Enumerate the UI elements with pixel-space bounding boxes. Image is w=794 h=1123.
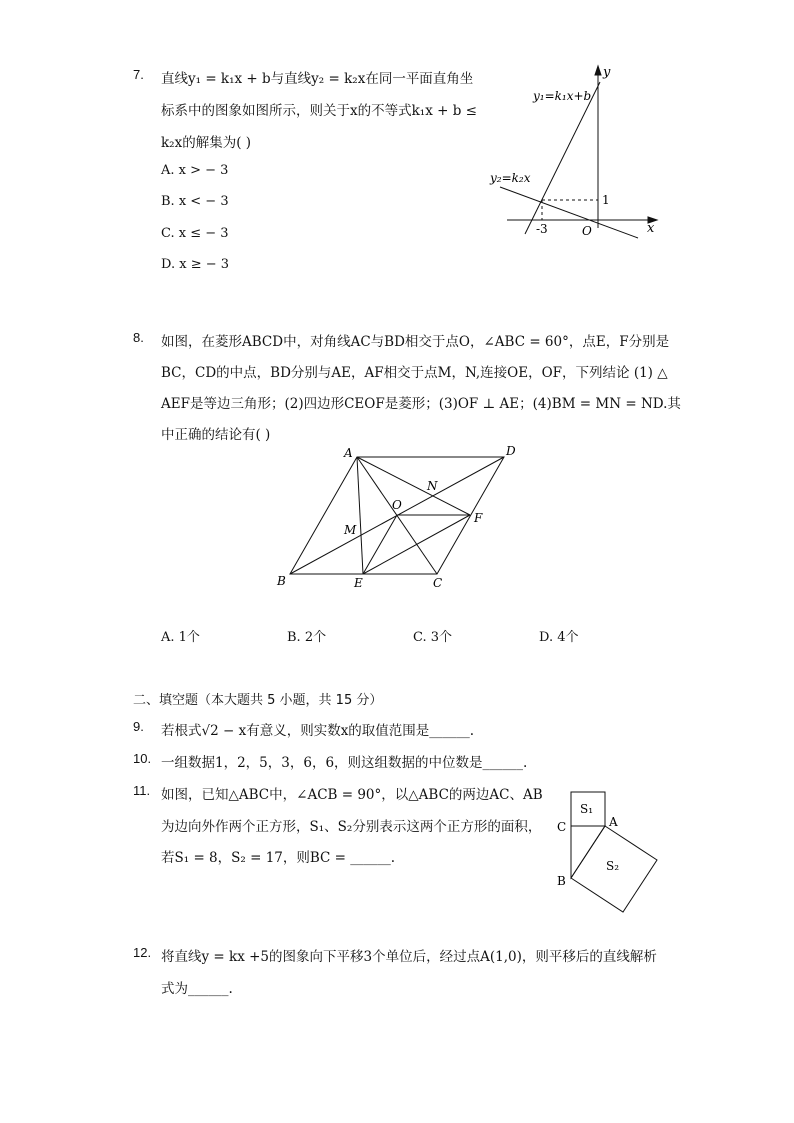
point-o-label: O: [392, 498, 402, 512]
question-text-line: 若S₁ = 8，S₂ = 17，则BC = ______.: [161, 850, 396, 866]
line-y1: [525, 82, 600, 234]
question-number: 10.: [133, 751, 152, 766]
question-text-line: 一组数据1，2，5，3，6，6，则这组数据的中位数是______.: [161, 755, 528, 771]
section-title: 二、填空题（本大题共 5 小题，共 15 分）: [133, 693, 383, 708]
point-b-label: B: [557, 874, 566, 888]
question-text-line: 为边向外作两个正方形，S₁、S₂分别表示这两个正方形的面积，: [161, 819, 542, 835]
point-m-label: M: [344, 523, 357, 537]
option-b: B. 2个: [287, 630, 327, 645]
question-number: 9.: [133, 719, 144, 734]
q8-rhombus-figure: [270, 440, 530, 595]
point-d-label: D: [506, 444, 516, 458]
segment-ae: [357, 457, 363, 574]
question-text-line: 如图，已知△ABC中，∠ACB = 90°，以△ABC的两边AC、AB: [161, 787, 543, 803]
option-a: A. x > − 3: [161, 163, 229, 178]
question-number: 8.: [133, 330, 144, 345]
question-text-line: 若根式√2 − x有意义，则实数x的取值范围是______.: [161, 723, 475, 739]
question-text-line: 中正确的结论有( ): [161, 427, 271, 443]
s1-label: S₁: [580, 802, 594, 816]
option-d: D. x ≥ − 3: [161, 257, 230, 272]
point-c-label: C: [557, 820, 567, 834]
question-text-line: BC，CD的中点，BD分别与AE，AF相交于点M，N,连接OE，OF，下列结论 (1) △: [161, 365, 668, 381]
s2-label: S₂: [606, 859, 620, 873]
option-a: A. 1个: [161, 630, 200, 645]
point-f-label: F: [474, 511, 483, 525]
question-text-line: 标系中的图象如图所示，则关于x的不等式k₁x + b ≤: [161, 103, 477, 119]
point-c-label: C: [433, 576, 443, 590]
tick-label-y: 1: [602, 193, 610, 207]
tick-label-x: -3: [536, 222, 548, 236]
question-text-line: AEF是等边三角形；(2)四边形CEOF是菱形；(3)OF ⊥ AE；(4)BM = MN = ND.其: [161, 396, 681, 412]
question-number: 7.: [133, 67, 144, 82]
point-e-label: E: [354, 576, 363, 590]
y-axis-arrow: [595, 66, 601, 75]
question-text-line: 式为______.: [161, 981, 233, 997]
question-number: 12.: [133, 945, 152, 960]
x-axis-label: x: [647, 221, 655, 236]
q7-graph: [485, 60, 665, 245]
line-y1-label: y₁=k₁x+b: [533, 89, 592, 103]
point-b-label: B: [277, 574, 286, 588]
option-c: C. x ≤ − 3: [161, 226, 229, 241]
option-b: B. x < − 3: [161, 194, 229, 209]
question-text-line: k₂x的解集为( ): [161, 135, 252, 151]
y-axis-label: y: [603, 65, 611, 80]
option-d: D. 4个: [539, 630, 579, 645]
point-a-label: A: [344, 446, 353, 460]
point-n-label: N: [427, 479, 438, 493]
origin-label: O: [582, 224, 592, 238]
line-y2: [500, 187, 638, 238]
question-text-line: 将直线y = kx +5的图象向下平移3个单位后，经过点A(1,0)，则平移后的直线解析: [161, 949, 657, 965]
line-y2-label: y₂=k₂x: [490, 171, 531, 185]
question-text-line: 直线y₁ = k₁x + b与直线y₂ = k₂x在同一平面直角坐: [161, 71, 474, 87]
q11-squares-figure: [550, 782, 665, 917]
option-c: C. 3个: [413, 630, 453, 645]
question-text-line: 如图，在菱形ABCD中，对角线AC与BD相交于点O，∠ABC = 60°，点E，F分别是: [161, 334, 670, 350]
question-number: 11.: [133, 783, 151, 798]
point-a-label: A: [609, 815, 618, 829]
